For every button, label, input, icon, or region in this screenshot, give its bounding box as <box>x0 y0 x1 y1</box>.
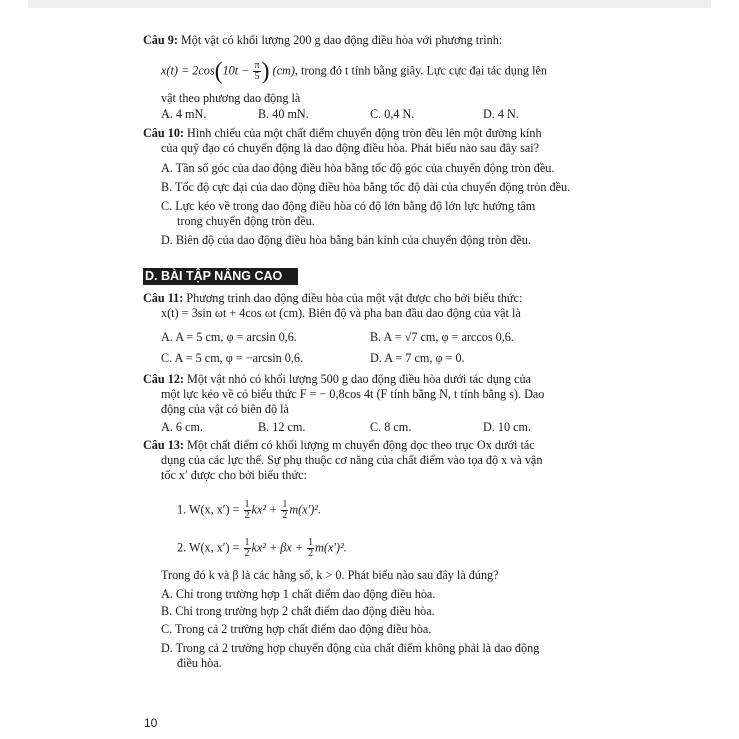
q9-eq-den: 5 <box>254 71 260 82</box>
q13-prompt: Trong đó k và β là các hằng số, k > 0. Phát biểu nào sau đây là đúng? <box>161 568 499 582</box>
q13-option-d-line1: D. Trong cả 2 trường hợp chuyển động của chất điểm không phải là dao động <box>161 641 540 655</box>
q11-label: Câu 11: <box>143 291 184 305</box>
q9-option-d: D. 4 N. <box>483 107 519 121</box>
q13-eq1-frac-b <box>281 500 288 521</box>
q12-label: Câu 12: <box>143 372 184 386</box>
q9-eq-unit: (cm) <box>272 63 295 78</box>
page-number: 10 <box>144 716 158 730</box>
q11-line2: x(t) = 3sin ωt + 4cos ωt (cm). Biên độ và pha ban đầu dao động của vật là <box>161 306 521 320</box>
q12-option-b: B. 12 cm. <box>258 420 306 434</box>
q12-option-a: A. 6 cm. <box>161 420 203 434</box>
q11-option-c: C. A = 5 cm, φ = −arcsin 0,6. <box>161 351 304 365</box>
q13-option-a: A. Chỉ trong trường hợp 1 chất điểm dao động điều hòa. <box>161 587 436 601</box>
q11-text1: Phương trình dao động điều hòa của một vật được cho bởi biểu thức: <box>186 291 523 305</box>
q9-eq-num: π <box>254 60 260 71</box>
q11-option-a: A. A = 5 cm, φ = arcsin 0,6. <box>161 330 297 344</box>
q13-eq2-pre: 2. W(x, x′) = <box>177 540 240 555</box>
q11-option-d: D. A = 7 cm, φ = 0. <box>370 351 465 365</box>
q13-eq1-mid: kx² + <box>251 502 278 517</box>
q13-option-b: B. Chỉ trong trường hợp 2 chất điểm dao động điều hòa. <box>161 604 435 618</box>
q13-eq2-frac-b <box>307 538 314 559</box>
q10-option-c-line1: C. Lực kéo về trong dao động điều hòa có độ lớn bằng độ lớn lực hướng tâm <box>161 199 536 213</box>
q12-line3: động của vật có biên độ là <box>161 402 289 416</box>
q9-option-c: C. 0,4 N. <box>370 107 415 121</box>
q13-eq1-end: m(x′)². <box>289 502 322 517</box>
q13-line1 <box>143 438 535 452</box>
q12-text1: Một vật nhỏ có khối lượng 500 g dao động điều hòa dưới tác dụng của <box>187 372 531 386</box>
q10-label: Câu 10: <box>143 126 184 140</box>
q10-line2: của quỹ đạo có chuyển động là dao động điều hòa. Phát biểu nào sau đây sai? <box>161 141 540 155</box>
half-den: 2 <box>282 510 288 521</box>
q9-label: Câu 9: <box>143 33 178 47</box>
q9-eq-pre: x(t) = 2cos <box>161 63 215 78</box>
q13-equation-2 <box>177 538 347 559</box>
q9-option-b: B. 40 mN. <box>258 107 309 121</box>
half-num: 1 <box>244 537 250 548</box>
q13-eq2-end: m(x′)². <box>315 540 347 555</box>
q12-line1 <box>143 372 531 386</box>
q13-line3: tốc x′ được cho bởi biểu thức: <box>161 468 307 482</box>
q9-text2: , trong đó t tính bằng giây. Lực cực đại tác dụng lên <box>294 63 547 78</box>
q12-option-d: D. 10 cm. <box>483 420 532 434</box>
q9-eq-inner: 10t − <box>222 63 250 78</box>
q13-text1: Một chất điểm có khối lượng m chuyển động dọc theo trục Ox dưới tác <box>187 438 535 452</box>
q13-option-c: C. Trong cả 2 trường hợp chất điểm dao động điều hòa. <box>161 622 432 636</box>
q9-equation-line: x(t) = 2cos(10t − $\frac{\pi}{5}$ ) (cm), trong đó t tính bằng giây. Lực cực đại tác dụng lên <box>161 58 547 85</box>
q10-option-c-line2: trong chuyển động tròn đều. <box>177 214 315 228</box>
q13-label: Câu 13: <box>143 438 184 452</box>
q9-eq-fraction <box>253 61 260 82</box>
q10-line1 <box>143 126 542 140</box>
q11-option-b: B. A = √7 cm, φ = arccos 0,6. <box>370 330 514 344</box>
q12-line2: một lực kéo về có biểu thức F = − 0,8cos 4t (F tính bằng N, t tính bằng s). Dao <box>161 387 545 401</box>
half-den: 2 <box>308 548 314 559</box>
q9-option-a: A. 4 mN. <box>161 107 207 121</box>
section-title: D. BÀI TẬP NÂNG CAO <box>143 268 298 285</box>
q13-equation-1 <box>177 500 321 521</box>
q13-option-d-line2: điều hòa. <box>177 656 222 670</box>
q10-text1: Hình chiếu của một chất điểm chuyển động tròn đều lên một đường kính <box>187 126 542 140</box>
q10-option-a: A. Tần số góc của dao động điều hòa bằng tốc độ góc của chuyển động tròn đều. <box>161 161 555 175</box>
q11-line1 <box>143 291 522 305</box>
q13-line2: dụng của các lực thế. Sự phụ thuộc cơ năng của chất điểm vào tọa độ x và vận <box>161 453 543 467</box>
q10-option-b: B. Tốc độ cực đại của dao động điều hòa bằng tốc độ dài của chuyển động tròn đều. <box>161 180 571 194</box>
q9-text3: vật theo phương dao động là <box>161 91 301 105</box>
q13-eq1-frac-a <box>244 500 251 521</box>
half-den: 2 <box>244 510 250 521</box>
q13-eq1-pre: 1. W(x, x′) = <box>177 502 240 517</box>
q9-line1 <box>143 33 502 47</box>
half-num: 1 <box>308 537 314 548</box>
q9-text1: Một vật có khối lượng 200 g dao động điều hòa với phương trình: <box>180 33 503 47</box>
q13-eq2-frac-a <box>244 538 251 559</box>
half-den: 2 <box>244 548 250 559</box>
q12-option-c: C. 8 cm. <box>370 420 412 434</box>
half-num: 1 <box>244 499 250 510</box>
half-num: 1 <box>282 499 288 510</box>
q13-eq2-mid: kx² + βx + <box>251 540 304 555</box>
q10-option-d: D. Biên độ của dao động điều hòa bằng bán kính của chuyển động tròn đều. <box>161 233 531 247</box>
